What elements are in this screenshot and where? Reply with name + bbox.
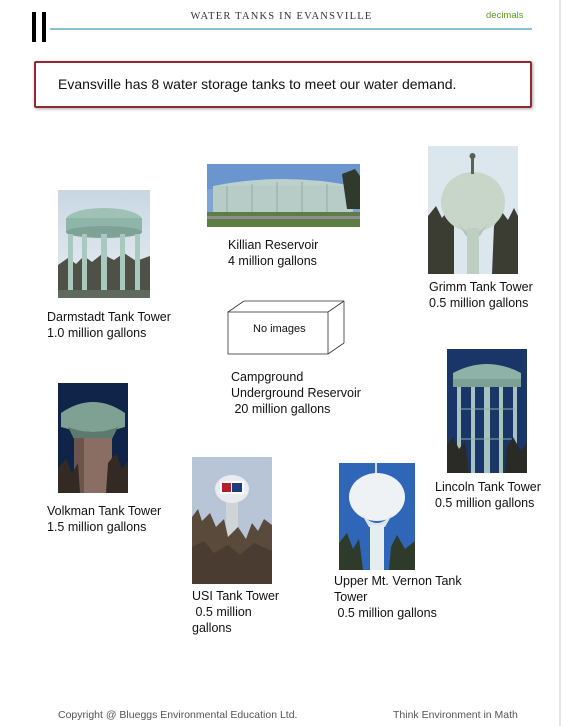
- intro-banner: [34, 61, 532, 108]
- footer-series-title: Think Environment in Math: [393, 709, 518, 721]
- tank-capacity: 0.5 million gallons: [429, 296, 529, 310]
- tank-capacity: 4 million gallons: [228, 254, 317, 268]
- killian-reservoir-photo: [207, 164, 360, 227]
- tank-name-line2: Tower: [334, 590, 368, 604]
- copyright-notice: Copyright @ Blueggs Environmental Education Ltd.: [58, 709, 298, 721]
- tank-capacity: 20 million gallons: [231, 402, 331, 416]
- tank-name: Grimm Tank Tower: [429, 280, 533, 294]
- tank-name-line2: Underground Reservoir: [231, 386, 361, 400]
- tank-name: Volkman Tank Tower: [47, 504, 162, 518]
- usi-caption: [192, 588, 279, 636]
- topic-tag: decimals: [486, 10, 524, 21]
- upper-mt-vernon-tank-photo: [339, 463, 415, 570]
- tank-name: Darmstadt Tank Tower: [47, 310, 171, 324]
- intro-text: Evansville has 8 water storage tanks to meet our water demand.: [58, 76, 457, 92]
- darmstadt-caption: [47, 309, 171, 341]
- grimm-caption: [429, 279, 533, 311]
- upper-mt-vernon-caption: [334, 573, 462, 621]
- volkman-caption: [47, 503, 161, 535]
- header-rule: [50, 28, 532, 30]
- page-title: WATER TANKS IN EVANSVILLE: [190, 11, 373, 22]
- tank-capacity: 1.5 million gallons: [47, 520, 147, 534]
- tank-name: USI Tank Tower: [192, 589, 280, 603]
- darmstadt-tank-photo: [58, 190, 150, 298]
- tank-name: Upper Mt. Vernon Tank: [334, 574, 462, 588]
- grimm-tank-photo: [428, 146, 518, 274]
- tank-name: Killian Reservoir: [228, 238, 319, 252]
- lincoln-caption: [435, 479, 541, 511]
- tank-capacity: 1.0 million gallons: [47, 326, 147, 340]
- usi-tank-photo: [192, 457, 272, 584]
- tank-capacity: 0.5 million gallons: [435, 496, 535, 510]
- tank-capacity: 0.5 million: [192, 605, 252, 619]
- no-image-label: No images: [253, 323, 306, 335]
- lincoln-tank-photo: [447, 349, 527, 473]
- tank-capacity-line2: gallons: [192, 621, 232, 635]
- tank-name: Lincoln Tank Tower: [435, 480, 541, 494]
- tank-capacity: 0.5 million gallons: [334, 606, 437, 620]
- campground-caption: [231, 369, 361, 417]
- tank-name: Campground: [231, 370, 304, 384]
- volkman-tank-photo: [58, 383, 128, 493]
- killian-caption: [228, 237, 318, 269]
